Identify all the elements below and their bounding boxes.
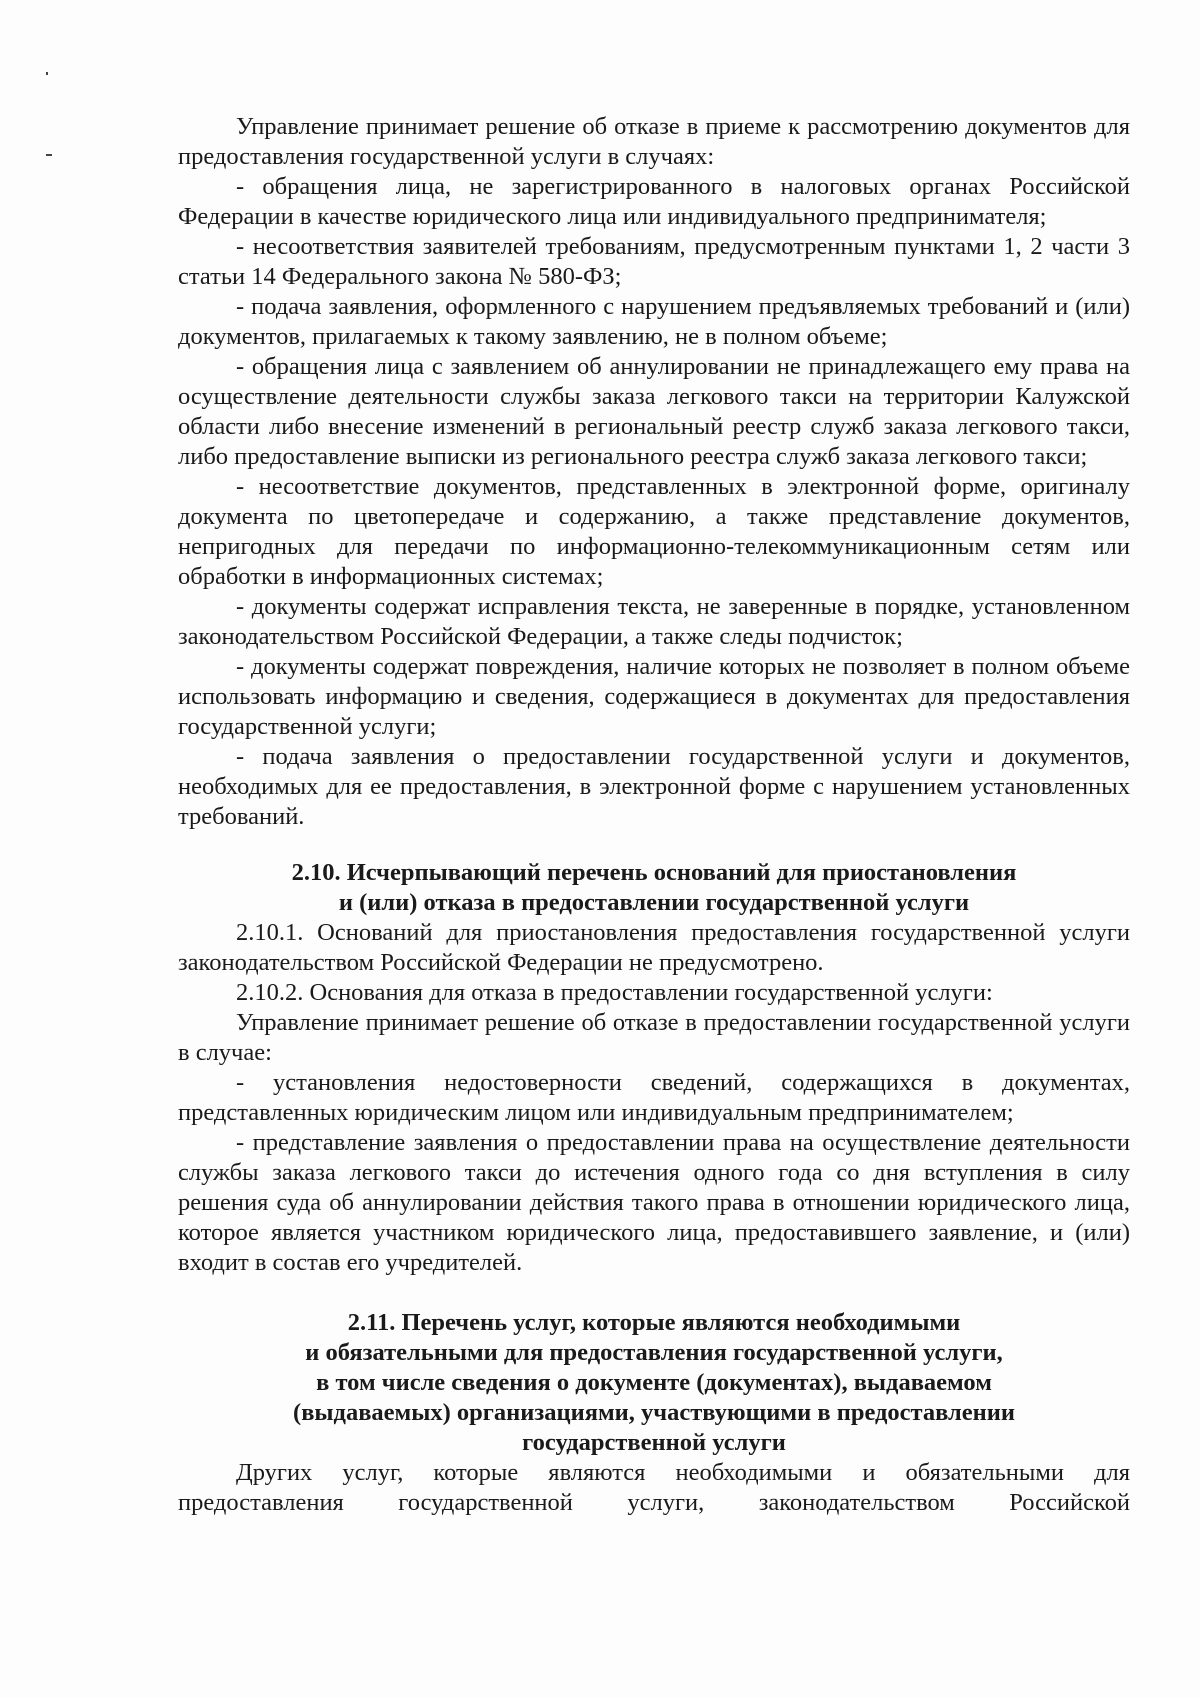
section-heading-line: 2.10. Исчерпывающий перечень оснований для приостановления [291, 859, 1017, 886]
section-heading-line: (выдаваемых) организациями, участвующими в предоставлении [293, 1399, 1015, 1426]
list-item: - установления недостоверности сведений, содержащихся в документах, представленных юридическим лицом или индивидуальным предпринимателем; [178, 1069, 1130, 1126]
scan-mark [46, 72, 48, 75]
section-heading-line: государственной услуги [522, 1429, 786, 1456]
list-item: - подача заявления о предоставлении государственной услуги и документов, необходимых для ее предоставления, в электронной форме с нарушением установленных требований. [178, 743, 1130, 830]
refusal-acceptance-section [178, 112, 1130, 832]
list-item: - документы содержат повреждения, наличие которых не позволяет в полном объеме использовать информацию и сведения, содержащиеся в документах для предоставления государственной услуги; [178, 653, 1130, 740]
list-item: - несоответствие документов, представленных в электронной форме, оригиналу документа по цветопередаче и содержанию, а также представление документов, непригодных для передачи по информационно-телекоммуникационным сетям или обработки в информационных системах; [178, 473, 1130, 590]
list-item: - несоответствия заявителей требованиям, предусмотренным пунктами 1, 2 части 3 статьи 14 Федерального закона № 580-ФЗ; [178, 233, 1130, 290]
list-item: - подача заявления, оформленного с нарушением предъявляемых требований и (или) документов, прилагаемых к такому заявлению, не в полном объеме; [178, 293, 1130, 350]
scan-mark [46, 154, 52, 156]
paragraph: 2.10.2. Основания для отказа в предоставлении государственной услуги: [236, 979, 993, 1006]
section-heading-line: и (или) отказа в предоставлении государственной услуги [338, 889, 970, 916]
paragraph: Управление принимает решение об отказе в предоставлении государственной услуги в случае: [178, 1009, 1130, 1066]
list-item: - представление заявления о предоставлении права на осуществление деятельности службы заказа легкового такси до истечения одного года со дня вступления в силу решения суда об аннулировании действия такого права в отношении юридического лица, которое является участником юридического лица, предоставившего заявление, и (или) входит в состав его учредителей. [178, 1129, 1130, 1276]
section-2-11 [178, 1308, 1130, 1518]
paragraph: 2.10.1. Оснований для приостановления предоставления государственной услуги законодательством Российской Федерации не предусмотрено. [178, 919, 1130, 976]
intro-paragraph: Управление принимает решение об отказе в приеме к рассмотрению документов для предоставления государственной услуги в случаях: [178, 113, 1130, 170]
section-heading-line: в том числе сведения о документе (документах), выдаваемом [316, 1369, 992, 1396]
section-2-10 [178, 858, 1130, 1278]
paragraph: Других услуг, которые являются необходимыми и обязательными для предоставления государственной услуги, законодательством Российской [178, 1459, 1130, 1516]
document-body [178, 112, 1130, 1518]
list-item: - документы содержат исправления текста, не заверенные в порядке, установленном законодательством Российской Федерации, а также следы подчисток; [178, 593, 1130, 650]
section-heading-line: и обязательными для предоставления государственной услуги, [305, 1339, 1003, 1366]
list-item: - обращения лица, не зарегистрированного в налоговых органах Российской Федерации в качестве юридического лица или индивидуального предпринимателя; [178, 173, 1130, 230]
list-item: - обращения лица с заявлением об аннулировании не принадлежащего ему права на осуществление деятельности службы заказа легкового такси на территории Калужской области либо внесение изменений в региональный реестр служб заказа легкового такси, либо предоставление выписки из регионального реестра служб заказа легкового такси; [178, 353, 1130, 470]
section-heading-line: 2.11. Перечень услуг, которые являются необходимыми [347, 1309, 961, 1336]
